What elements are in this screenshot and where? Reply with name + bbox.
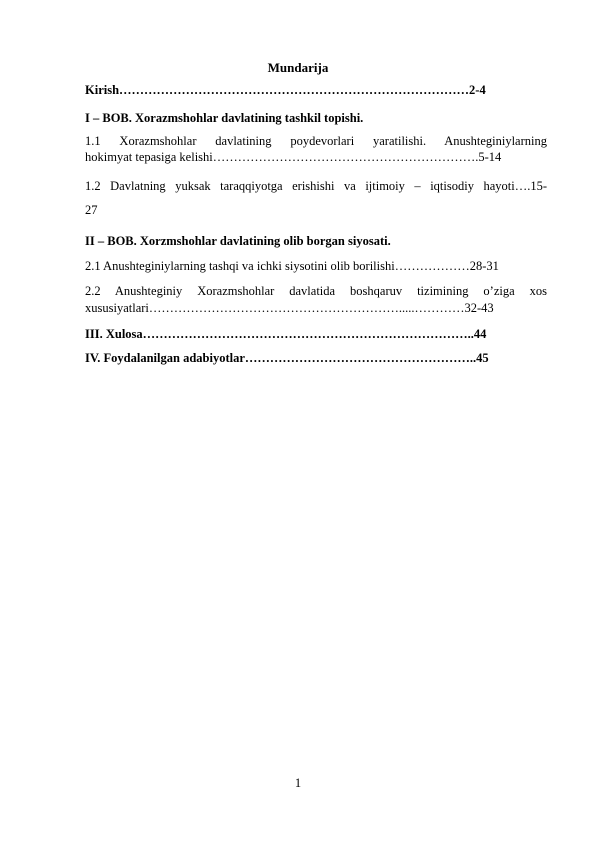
toc-entry-introduction: Kirish…………………………………………………………………………2-4 <box>85 83 486 97</box>
toc-section-2-2-line-2: xususiyatlari…………………………………………………….....…………32-43 <box>85 301 494 315</box>
toc-chapter-1-heading: I – BOB. Xorazmshohlar davlatining tashkil topishi. <box>85 111 364 125</box>
toc-section-2-1: 2.1 Anushteginiylarning tashqi va ichki siysotini olib borilishi………………28-31 <box>85 259 499 273</box>
toc-conclusion: III. Xulosa……………………………………………………………………..44 <box>85 327 487 341</box>
toc-section-2-2-line-1: 2.2 Anushteginiy Xorazmshohlar davlatida boshqaruv tizimining o’ziga xos <box>85 284 547 298</box>
toc-section-1-2-line-2: 27 <box>85 203 98 217</box>
toc-section-1-2-line-1: 1.2 Davlatning yuksak taraqqiyotga erishishi va ijtimoiy – iqtisodiy hayoti….15- <box>85 179 547 193</box>
page-number: 1 <box>294 776 302 790</box>
toc-chapter-2-heading: II – BOB. Xorzmshohlar davlatining olib borgan siyosati. <box>85 234 391 248</box>
page-title: Mundarija <box>267 60 329 75</box>
toc-references: IV. Foydalanilgan adabiyotlar………………………………………………..45 <box>85 351 489 365</box>
toc-section-1-1-line-1: 1.1 Xorazmshohlar davlatining poydevorlari yaratilishi. Anushteginiylarning <box>85 134 547 148</box>
toc-section-1-1-line-2: hokimyat tepasiga kelishi……………………………………………………….5-14 <box>85 150 502 164</box>
